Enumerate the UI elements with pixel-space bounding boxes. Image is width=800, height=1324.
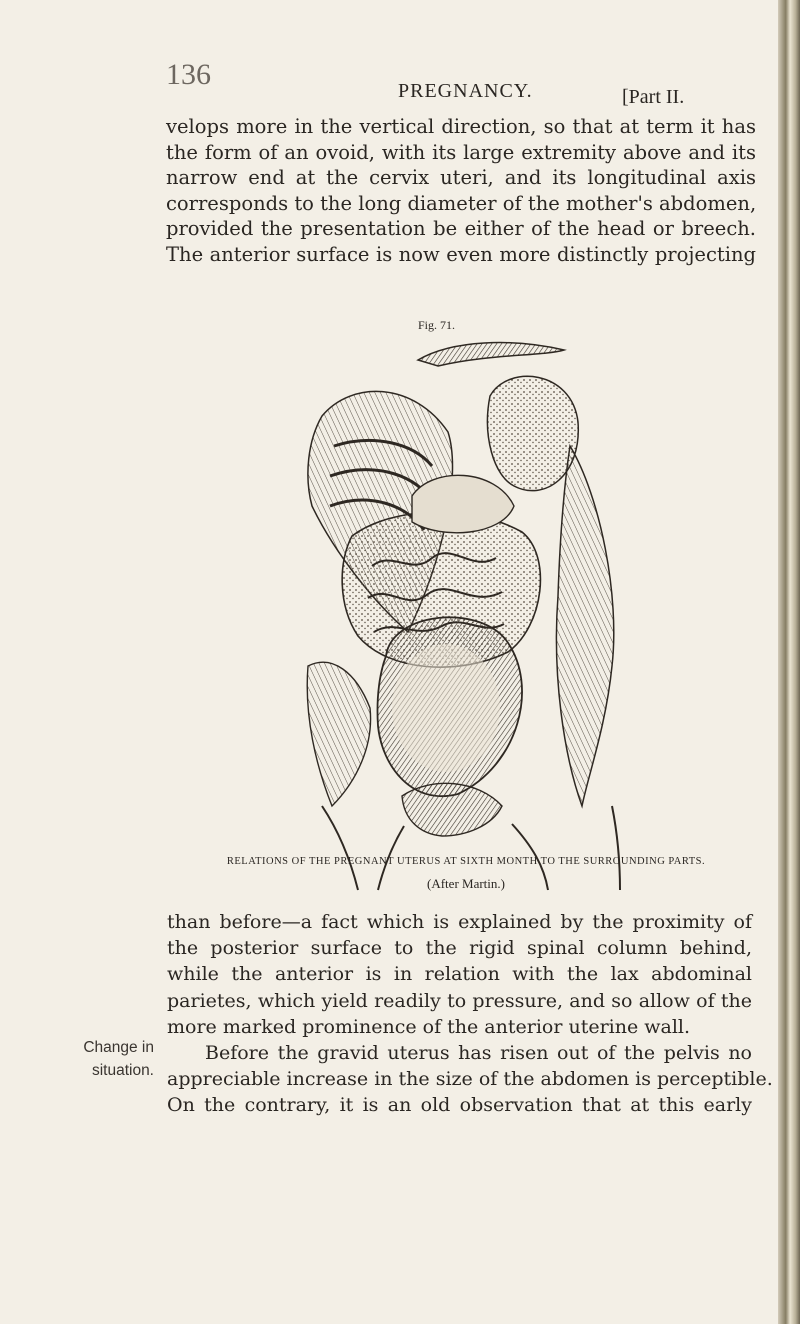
page-number: 136: [166, 58, 211, 91]
text-line: provided the presentation be either of the head or breech.: [166, 217, 756, 241]
anatomical-illustration: [282, 336, 648, 892]
text-line: appreciable increase in the size of the abdomen is perceptible.: [167, 1068, 773, 1091]
marginal-note-line: situation.: [91, 1062, 154, 1079]
text-line: parietes, which yield readily to pressure, and so allow of the: [167, 989, 752, 1012]
body-paragraph-top: [166, 114, 756, 268]
body-paragraph-bottom: [167, 909, 773, 1119]
text-line: velops more in the vertical direction, so that at term it has: [166, 115, 756, 138]
page-edge: [778, 0, 800, 1324]
figure-credit: (After Martin.): [427, 876, 505, 891]
text-line: the posterior surface to the rigid spinal column behind,: [167, 937, 752, 960]
marginal-note: [44, 1036, 154, 1082]
text-line: corresponds to the long diameter of the mother's abdomen,: [166, 191, 757, 215]
text-line: The anterior surface is now even more distinctly projecting: [166, 242, 756, 266]
text-line: narrow end at the cervix uteri, and its longitudinal axis: [166, 166, 756, 190]
text-line: while the anterior is in relation with the lax abdominal: [167, 963, 752, 986]
text-line: more marked prominence of the anterior uterine wall.: [167, 1015, 691, 1038]
text-line: Before the gravid uterus has risen out of the pelvis no: [205, 1042, 752, 1065]
figure-label: Fig. 71.: [418, 318, 456, 332]
part-label: [Part II.: [622, 86, 685, 108]
text-line: On the contrary, it is an old observation that at this early: [167, 1094, 752, 1117]
figure-caption: RELATIONS OF THE PREGNANT UTERUS AT SIXTH MONTH TO THE SURROUNDING PARTS.: [226, 856, 706, 867]
running-head: PREGNANCY.: [398, 80, 533, 102]
text-line: the form of an ovoid, with its large extremity above and its: [166, 140, 756, 164]
text-line: than before—a fact which is explained by the proximity of: [167, 911, 752, 933]
marginal-note-line: Change in: [83, 1039, 154, 1056]
